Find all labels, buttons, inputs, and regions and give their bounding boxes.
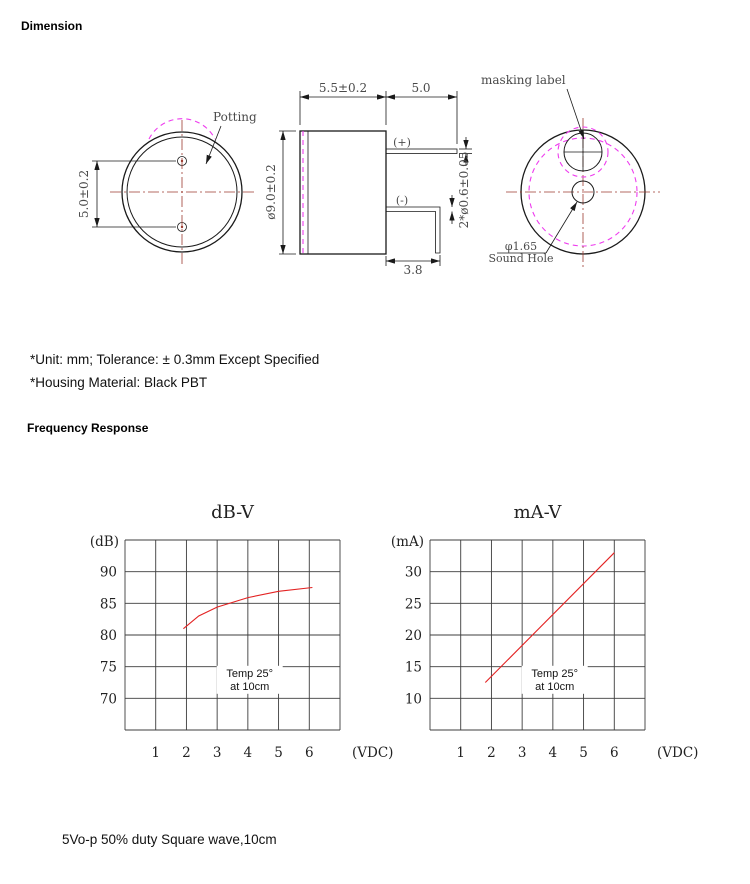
sound-hole-label: Sound Hole — [488, 252, 554, 265]
front-view — [77, 110, 257, 264]
housing-material-note: *Housing Material: Black PBT — [30, 375, 208, 390]
chart-title: dB-V — [211, 502, 254, 523]
x-tick-label: 6 — [304, 745, 314, 761]
dimension-drawing — [0, 0, 750, 300]
series-current-vs-voltage — [485, 553, 614, 683]
y-tick-label: 25 — [404, 596, 422, 613]
x-axis-unit: (VDC) — [657, 745, 699, 761]
x-tick-label: 2 — [182, 745, 191, 761]
annotation-line: at 10cm — [230, 680, 270, 693]
annotation-line: Temp 25° — [226, 667, 273, 680]
side-view — [264, 81, 472, 277]
frequency-response-charts — [0, 485, 750, 785]
pin-offset-dimension: 3.8 — [403, 263, 423, 277]
section-title-dimension: Dimension — [21, 19, 83, 33]
pin-length-dimension: 5.0 — [411, 81, 431, 95]
y-axis-unit: (mA) — [390, 534, 424, 550]
section-title-frequency-response: Frequency Response — [27, 421, 149, 435]
x-tick-label: 6 — [609, 745, 619, 761]
y-tick-label: 75 — [99, 659, 117, 676]
x-tick-label: 1 — [151, 745, 161, 761]
y-tick-label: 80 — [99, 628, 117, 644]
pin-center-dot — [181, 226, 183, 228]
body-outline — [300, 131, 386, 254]
x-tick-label: 5 — [579, 745, 588, 761]
y-tick-label: 15 — [404, 659, 422, 676]
positive-pin-label: (+) — [393, 136, 411, 149]
x-tick-label: 3 — [212, 745, 222, 761]
y-tick-label: 10 — [404, 691, 422, 708]
sound-hole-dimension: φ1.65 — [504, 240, 538, 253]
pin-diameter-dimension: 2*ø0.6±0.05 — [457, 151, 471, 229]
sound-hole-leader-arrow — [546, 202, 577, 253]
back-view — [481, 73, 660, 268]
annotation-line: Temp 25° — [531, 667, 578, 680]
x-axis-unit: (VDC) — [352, 745, 394, 761]
x-tick-label: 5 — [274, 745, 283, 761]
chart-title: mA-V — [513, 502, 562, 523]
positive-pin — [386, 149, 457, 154]
y-tick-label: 30 — [404, 564, 422, 581]
y-tick-label: 70 — [99, 691, 117, 708]
y-tick-label: 85 — [99, 596, 117, 613]
x-tick-label: 4 — [548, 745, 558, 761]
y-axis-unit: (dB) — [89, 534, 119, 550]
y-tick-label: 20 — [404, 628, 422, 644]
unit-tolerance-note: *Unit: mm; Tolerance: ± 0.3mm Except Specified — [30, 352, 320, 367]
x-tick-label: 3 — [517, 745, 527, 761]
annotation-line: at 10cm — [535, 680, 575, 693]
chart-dB-V — [90, 502, 394, 761]
body-width-dimension: 5.5±0.2 — [318, 81, 368, 95]
test-condition-note: 5Vo-p 50% duty Square wave,10cm — [62, 832, 277, 847]
pin-spacing-dimension: 5.0±0.2 — [77, 169, 91, 219]
masking-label-text: masking label — [481, 73, 566, 87]
negative-pin — [386, 207, 440, 253]
body-diameter-dimension: ø9.0±0.2 — [264, 164, 278, 220]
x-tick-label: 1 — [456, 745, 466, 761]
x-tick-label: 4 — [243, 745, 253, 761]
y-tick-label: 90 — [99, 564, 117, 581]
chart-mA-V — [391, 502, 699, 761]
potting-label: Potting — [213, 110, 257, 124]
x-tick-label: 2 — [487, 745, 496, 761]
negative-pin-label: (-) — [395, 194, 409, 207]
